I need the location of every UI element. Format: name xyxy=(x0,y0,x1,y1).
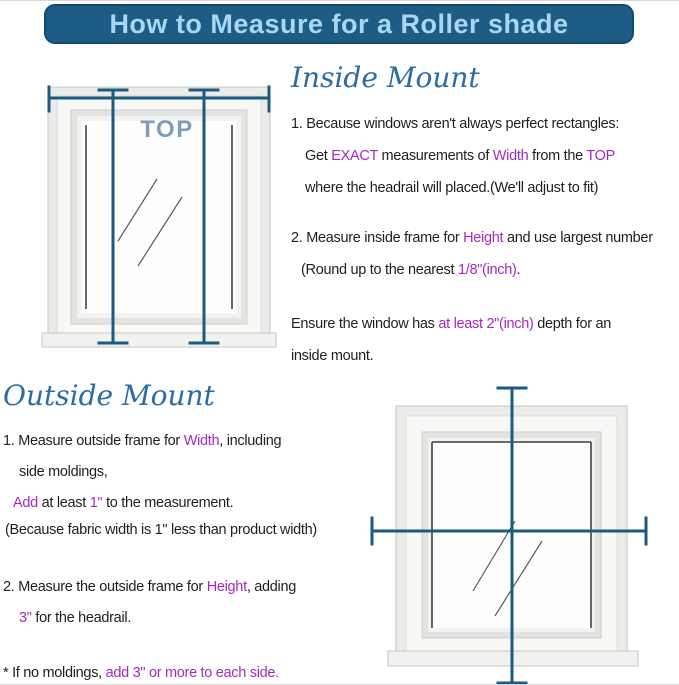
instruction-line: * If no moldings, add 3" or more to each side. xyxy=(3,665,279,681)
instruction-line: Add at least 1" to the measurement. xyxy=(13,495,234,511)
instruction-line: Get EXACT measurements of Width from the TOP xyxy=(305,148,615,164)
outside-mount-instructions xyxy=(3,426,368,685)
instruction-line: where the headrail will placed.(We'll adjust to fit) xyxy=(305,180,599,196)
instruction-line: 3" for the headrail. xyxy=(19,610,132,626)
instruction-line: 2. Measure the outside frame for Height, adding xyxy=(3,579,297,595)
instruction-line: 2. Measure inside frame for Height and use largest number xyxy=(291,230,653,246)
window-top-label: TOP xyxy=(140,116,194,143)
instruction-line: 1. Because windows aren't always perfect rectangles: xyxy=(291,116,620,132)
instruction-line: (Because fabric width is 1" less than product width) xyxy=(5,522,317,538)
outside-mount-window-diagram xyxy=(368,379,658,685)
outside-mount-heading: Outside Mount xyxy=(3,379,215,412)
instruction-line: Ensure the window has at least 2"(inch) depth for an xyxy=(291,316,612,332)
instruction-line: 1. Measure outside frame for Width, including xyxy=(3,433,282,449)
inside-mount-instructions xyxy=(291,108,679,372)
outside-mount-section xyxy=(3,379,368,685)
instruction-line: side moldings, xyxy=(19,464,108,480)
inside-mount-window-diagram xyxy=(30,79,280,364)
inside-mount-heading: Inside Mount xyxy=(291,61,480,94)
inside-mount-section xyxy=(291,61,679,372)
page-title: How to Measure for a Roller shade xyxy=(44,4,634,44)
instruction-line: inside mount. xyxy=(291,348,374,364)
window-sill xyxy=(42,333,276,347)
instruction-line: (Round up to the nearest 1/8"(inch). xyxy=(301,262,521,278)
